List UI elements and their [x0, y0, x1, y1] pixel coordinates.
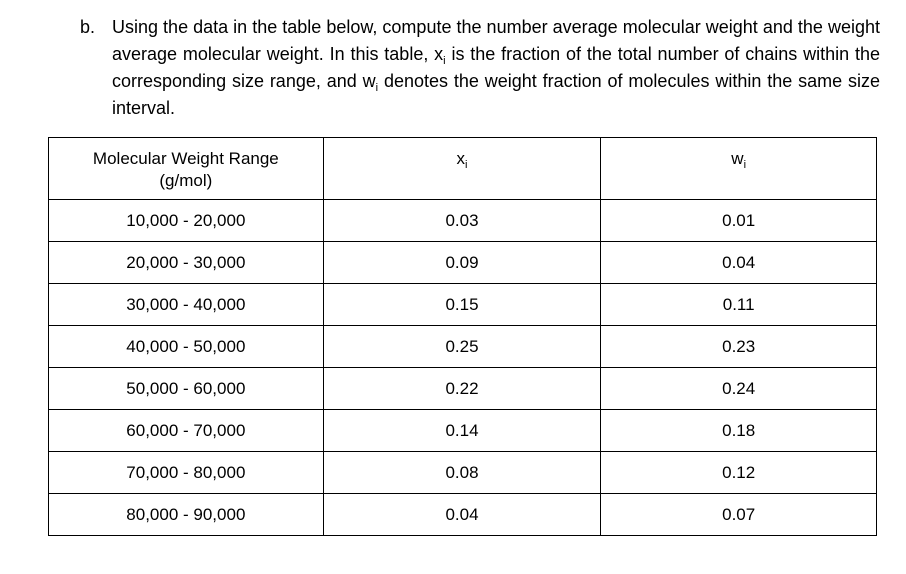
cell-x: 0.09 [323, 242, 601, 284]
question-text-part-3: denotes the weight fraction of molecules within the same size interval. [112, 71, 880, 118]
cell-range: 80,000 - 90,000 [49, 494, 324, 536]
molecular-weight-table [48, 137, 877, 536]
cell-range: 50,000 - 60,000 [49, 368, 324, 410]
cell-x: 0.04 [323, 494, 601, 536]
cell-x: 0.14 [323, 410, 601, 452]
cell-x: 0.25 [323, 326, 601, 368]
table-row [49, 410, 877, 452]
table-row [49, 452, 877, 494]
cell-w: 0.04 [601, 242, 877, 284]
header-x-base: x [456, 149, 466, 168]
table-row [49, 368, 877, 410]
header-molecular-weight-range [49, 138, 324, 200]
cell-w: 0.01 [601, 200, 877, 242]
header-x-sub: i [465, 159, 468, 171]
cell-range: 40,000 - 50,000 [49, 326, 324, 368]
cell-w: 0.07 [601, 494, 877, 536]
table-row [49, 242, 877, 284]
header-w-sub: i [743, 159, 747, 171]
table-row [49, 494, 877, 536]
cell-range: 20,000 - 30,000 [49, 242, 324, 284]
cell-range: 30,000 - 40,000 [49, 284, 324, 326]
cell-w: 0.11 [601, 284, 877, 326]
header-range-line2: (g/mol) [159, 171, 213, 190]
question-text-part-2: is the fraction of the total number of chains within the corresponding size range, and w [112, 44, 881, 91]
header-w-i [601, 138, 877, 200]
subscript-i-2: i [375, 82, 379, 94]
cell-range: 60,000 - 70,000 [49, 410, 324, 452]
question-marker: b. [80, 17, 96, 37]
table-row [49, 284, 877, 326]
header-w-base: w [731, 149, 744, 168]
cell-w: 0.18 [601, 410, 877, 452]
table-row [49, 326, 877, 368]
cell-x: 0.15 [323, 284, 601, 326]
cell-range: 10,000 - 20,000 [49, 200, 324, 242]
question-text-part-1: Using the data in the table below, compute the number average molecular weight and the weight average molecular weight. In this table, x [112, 17, 880, 64]
cell-range: 70,000 - 80,000 [49, 452, 324, 494]
header-x-i [323, 138, 601, 200]
subscript-i-1: i [443, 55, 446, 67]
cell-x: 0.08 [323, 452, 601, 494]
question-text [112, 14, 880, 122]
cell-x: 0.03 [323, 200, 601, 242]
question-block [80, 14, 880, 122]
header-range-line1: Molecular Weight Range [92, 149, 279, 168]
cell-x: 0.22 [323, 368, 601, 410]
table-row [49, 200, 877, 242]
cell-w: 0.24 [601, 368, 877, 410]
table-header-row [49, 138, 877, 200]
cell-w: 0.12 [601, 452, 877, 494]
cell-w: 0.23 [601, 326, 877, 368]
